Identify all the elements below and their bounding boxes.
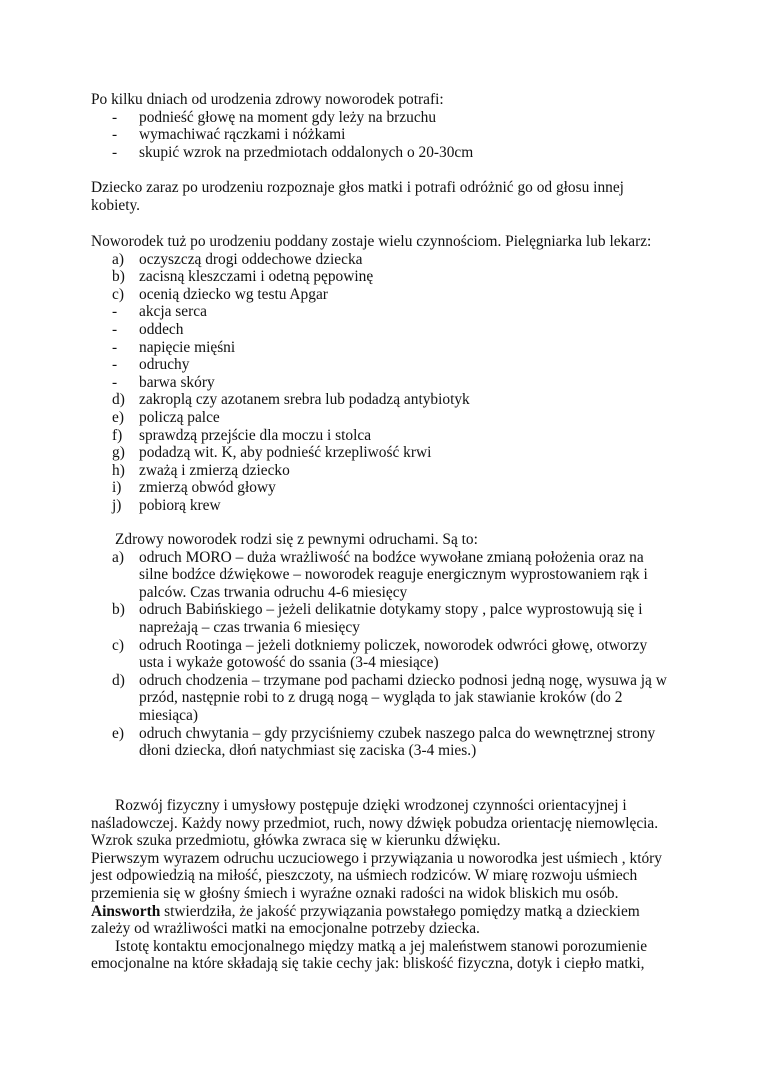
list-item: [91, 109, 671, 127]
list-item: [91, 321, 671, 339]
list-item: [91, 479, 671, 497]
list-marker: b): [112, 601, 125, 619]
intro-section: [91, 91, 671, 161]
reflexes-intro-line: Zdrowy noworodek rodzi się z pewnymi odruchami. Są to:: [115, 531, 478, 548]
paragraph-line: zależy od wrażliwości matki na emocjonalne potrzeby dziecka.: [91, 920, 480, 938]
list-item: [91, 409, 671, 427]
paragraph-line: Dziecko zaraz po urodzeniu rozpoznaje głos matki i potrafi odróżnić go od głosu innej: [91, 179, 624, 196]
list-marker: a): [112, 250, 124, 268]
list-marker: d): [112, 671, 125, 689]
paragraph-text: stwierdziła, że jakość przywiązania powstałego pomiędzy matką a dzieckiem: [160, 902, 640, 920]
paragraph-line: Pierwszym wyrazem odruchu uczuciowego i przywiązania u noworodka jest uśmiech , który: [91, 849, 662, 867]
voice-paragraph: [91, 179, 671, 214]
list-item-line: dłoni dziecka, dłoń natychmiast się zaciska (3-4 mies.): [139, 742, 477, 760]
list-item-line: miesiąca): [139, 706, 198, 724]
list-item-text: odruch chwytania – gdy przyciśniemy czubek naszego palca do wewnętrznej strony: [139, 724, 656, 742]
list-marker: j): [112, 496, 122, 514]
paragraph-line: Istotę kontaktu emocjonalnego między matką a jej maleństwem stanowi porozumienie: [115, 937, 648, 955]
list-item-text: zważą i zmierzą dziecko: [139, 461, 290, 479]
paragraph-line: Wzrok szuka przedmiotu, główka zwraca się w kierunku dźwięku.: [91, 832, 501, 850]
list-marker: c): [112, 636, 124, 654]
list-marker: -: [112, 373, 118, 391]
list-item: [91, 339, 671, 357]
list-item-text: zmierzą obwód głowy: [139, 479, 276, 497]
list-item: [91, 725, 671, 760]
list-marker: e): [112, 724, 124, 742]
list-item-text: podadzą wit. K, aby podnieść krzepliwość krwi: [139, 444, 432, 462]
list-item-text: odruch chodzenia – trzymane pod pachami dziecko podnosi jedną nogę, wysuwa ją w: [139, 671, 667, 689]
list-item: [91, 444, 671, 462]
list-item: [91, 303, 671, 321]
list-item-line: [91, 601, 671, 619]
care-intro-line: Noworodek tuż po urodzeniu poddany zostaje wielu czynnościom. Pielęgniarka lub lekarz:: [91, 233, 652, 250]
list-item: [91, 374, 671, 392]
list-marker: f): [112, 426, 123, 444]
list-item-text: sprawdzą przejście dla moczu i stolca: [139, 426, 372, 444]
bullet-marker: -: [112, 143, 118, 161]
list-marker: -: [112, 338, 118, 356]
list-item-line: [91, 672, 671, 690]
list-item-line: przód, następnie robi to z drugą nogą – wygląda to jak stawianie kroków (do 2: [139, 689, 623, 707]
care-section: [91, 233, 671, 515]
list-item-text: zakroplą czy azotanem srebra lub podadzą antybiotyk: [139, 391, 470, 409]
list-item-text: oczyszczą drogi oddechowe dziecka: [139, 250, 363, 268]
list-item: [91, 462, 671, 480]
list-item-text: zacisną kleszczami i odetną pępowinę: [139, 268, 374, 286]
list-item: [91, 391, 671, 409]
list-item-text: odruch Babińskiego – jeżeli delikatnie dotykamy stopy , palce wyprostowują się i: [139, 601, 643, 619]
intro-line: Po kilku dniach od urodzenia zdrowy noworodek potrafi:: [91, 91, 444, 108]
list-marker: g): [112, 444, 125, 462]
list-marker: c): [112, 285, 124, 303]
paragraph-line: naśladowczej. Każdy nowy przedmiot, ruch, nowy dźwięk pobudza orientację niemowlęcia.: [91, 814, 659, 832]
list-item-text: akcja serca: [139, 303, 207, 321]
list-item-line: usta i wykaże gotowość do ssania (3-4 miesiące): [139, 654, 439, 672]
list-item: [91, 497, 671, 515]
paragraph-line: emocjonalne na które składają się takie cechy jak: bliskość fizyczna, dotyk i ciepło matki,: [91, 955, 645, 973]
list-item-line: [91, 549, 671, 567]
list-item-text: oddech: [139, 320, 184, 338]
list-item-text: barwa skóry: [139, 373, 215, 391]
list-item: [91, 126, 671, 144]
list-item: [91, 144, 671, 162]
list-marker: h): [112, 461, 125, 479]
bullet-marker: -: [112, 108, 118, 126]
list-item-line: napreżają – czas trwania 6 miesięcy: [139, 618, 360, 636]
list-item: [91, 286, 671, 304]
list-item: [91, 356, 671, 374]
paragraph-line: [91, 903, 671, 921]
list-marker: -: [112, 303, 118, 321]
list-marker: d): [112, 391, 125, 409]
list-marker: b): [112, 268, 125, 286]
list-item-text: odruchy: [139, 356, 190, 374]
paragraph-line: jest odpowiedzią na miłość, pieszczoty, na uśmiech rodziców. W miarę rozwoju uśmiech: [91, 867, 638, 885]
list-item-text: napięcie mięśni: [139, 338, 236, 356]
list-item-text: podnieść głowę na moment gdy leży na brzuchu: [139, 108, 437, 126]
list-item-text: wymachiwać rączkami i nóżkami: [139, 126, 346, 144]
list-item-text: odruch Rootinga – jeżeli dotkniemy policzek, noworodek odwróci głowę, otworzy: [139, 636, 648, 654]
paragraph-line: Rozwój fizyczny i umysłowy postępuje dzięki wrodzonej czynności orientacyjnej i: [115, 797, 627, 814]
list-item-text: ocenią dziecko wg testu Apgar: [139, 285, 328, 303]
list-marker: a): [112, 548, 124, 566]
list-item-text: odruch MORO – duża wrażliwość na bodźce wywołane zmianą położenia oraz na: [139, 548, 644, 566]
list-item-line: [91, 725, 671, 743]
development-paragraph: [91, 797, 671, 973]
list-item: [91, 637, 671, 672]
reflexes-section: [91, 531, 671, 760]
list-item: [91, 601, 671, 636]
list-item: [91, 549, 671, 602]
list-item: [91, 427, 671, 445]
author-name: Ainsworth: [91, 902, 161, 920]
list-item-text: skupić wzrok na przedmiotach oddalonych o 20-30cm: [139, 143, 474, 161]
list-item-text: policzą palce: [139, 408, 220, 426]
list-marker: i): [112, 479, 122, 497]
list-item: [91, 672, 671, 725]
list-marker: -: [112, 320, 118, 338]
list-item-line: silne bodźce dźwiękowe – noworodek reaguje energicznym wyprostowaniem rąk i: [139, 566, 648, 584]
list-item-line: [91, 637, 671, 655]
list-marker: -: [112, 356, 118, 374]
paragraph-line: kobiety.: [91, 196, 141, 214]
list-item-line: palców. Czas trwania odruchu 4-6 miesięcy: [139, 583, 408, 601]
list-marker: e): [112, 408, 124, 426]
list-item: [91, 268, 671, 286]
paragraph-line: przemienia się w głośny śmiech i wyraźne oznaki radości na widok bliskich mu osób.: [91, 884, 619, 902]
bullet-marker: -: [112, 126, 118, 144]
list-item-text: pobiorą krew: [139, 496, 221, 514]
list-item: [91, 251, 671, 269]
